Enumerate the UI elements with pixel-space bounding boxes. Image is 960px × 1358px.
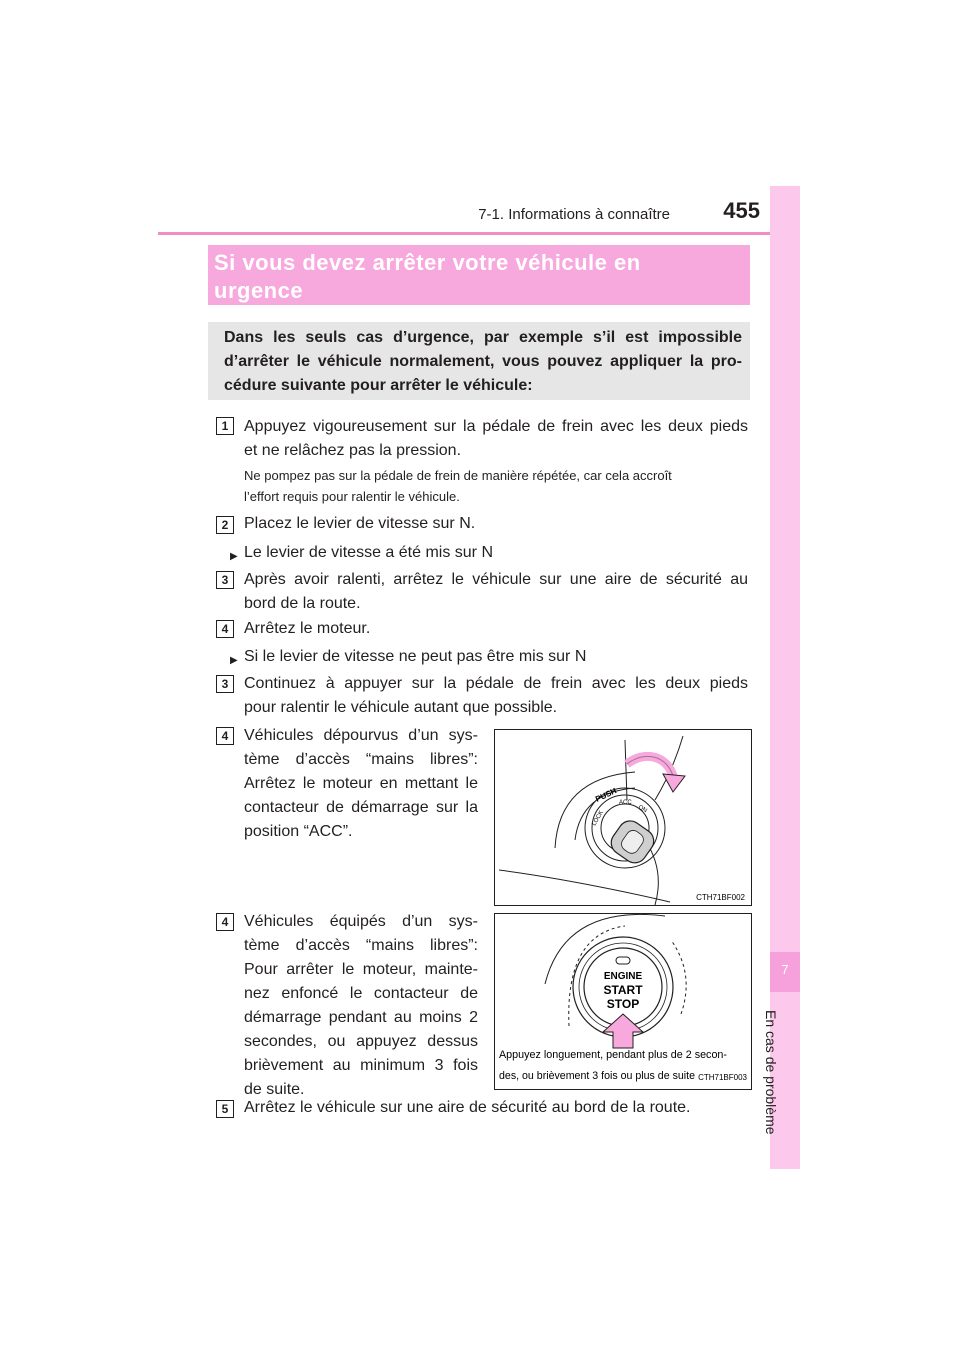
step-1-text bbox=[244, 415, 748, 463]
step-4-text: Arrêtez le moteur. bbox=[244, 620, 371, 637]
step-4c-line-7: brièvement au minimum 3 fois bbox=[244, 1057, 478, 1074]
figure-2-caption-1: Appuyez longuement, pendant plus de 2 secon- bbox=[499, 1049, 728, 1061]
dash-line bbox=[499, 870, 670, 902]
step-4b-text bbox=[244, 724, 478, 844]
bullet-1: ▶ Le levier de vitesse a été mis sur N bbox=[244, 541, 748, 565]
key-icon bbox=[607, 816, 659, 867]
step-1-line-1: Appuyez vigoureusement sur la pédale de frein avec les deux pieds bbox=[244, 418, 748, 435]
step-2-text: Placez le levier de vitesse sur N. bbox=[244, 515, 476, 532]
chapter-number: 7 bbox=[781, 962, 789, 977]
label-lock: LOCK bbox=[591, 809, 605, 827]
intro-line-3: cédure suivante pour arrêter le véhicule: bbox=[224, 377, 533, 394]
bullet-2: ▶ Si le levier de vitesse ne peut pas être mis sur N bbox=[244, 645, 748, 669]
page-title bbox=[214, 249, 744, 305]
indicator-light-icon bbox=[616, 957, 630, 964]
step-4c-line-6: secondes, ou appuyez dessus bbox=[244, 1033, 478, 1050]
step-4b-line-3: Arrêtez le moteur en mettant le bbox=[244, 775, 478, 792]
step-number-5: 5 bbox=[216, 1100, 234, 1118]
start-button-illustration bbox=[495, 914, 751, 1089]
step-3-text bbox=[244, 568, 748, 616]
step-number-4b: 4 bbox=[216, 727, 234, 745]
step-3b-line-1: Continuez à appuyer sur la pédale de frein avec les deux pieds bbox=[244, 675, 748, 692]
label-on: ON bbox=[637, 804, 648, 815]
step-number-4: 4 bbox=[216, 620, 234, 638]
chapter-title bbox=[763, 1010, 795, 1160]
step-number-3b: 3 bbox=[216, 675, 234, 693]
figure-ignition-key bbox=[494, 729, 752, 906]
label-push: PUSH bbox=[594, 786, 618, 804]
title-line-2: urgence bbox=[214, 278, 304, 303]
step-4c-line-2: tème d’accès “mains libres”: bbox=[244, 937, 478, 954]
label-engine: ENGINE bbox=[603, 971, 643, 982]
step-3-line-1: Après avoir ralenti, arrêtez le véhicule sur une aire de sécurité au bbox=[244, 571, 748, 588]
ignition-key-illustration bbox=[495, 730, 751, 905]
press-arrow-icon bbox=[603, 1014, 643, 1048]
step-4c-line-3: Pour arrêter le moteur, mainte- bbox=[244, 961, 478, 978]
page-number: 455 bbox=[723, 198, 760, 223]
step-number-2: 2 bbox=[216, 516, 234, 534]
step-3-line-2: bord de la route. bbox=[244, 595, 361, 612]
step-3b-text bbox=[244, 672, 748, 720]
step-4b-line-4: contacteur de démarrage sur la bbox=[244, 799, 478, 816]
section-reference: 7-1. Informations à connaître bbox=[478, 206, 670, 223]
intro-line-2: d’arrêter le véhicule normalement, vous pouvez appliquer la pro- bbox=[224, 353, 742, 370]
step-4c-line-1: Véhicules équipés d’un sys- bbox=[244, 913, 478, 930]
step-3b-line-2: pour ralentir le véhicule autant que possible. bbox=[244, 699, 558, 716]
step-number-4c: 4 bbox=[216, 913, 234, 931]
step-4c-line-8: de suite. bbox=[244, 1081, 305, 1098]
figure-2-code: CTH71BF003 bbox=[698, 1073, 747, 1082]
figure-2-caption-2: des, ou brièvement 3 fois ou plus de suite bbox=[499, 1070, 695, 1082]
step-5-text: Arrêtez le véhicule sur une aire de sécurité au bord de la route. bbox=[244, 1099, 691, 1116]
step-4b-line-2: tème d’accès “mains libres”: bbox=[244, 751, 478, 768]
note-line-2: l’effort requis pour ralentir le véhicule. bbox=[244, 489, 460, 504]
label-stop: STOP bbox=[606, 997, 640, 1011]
label-start: START bbox=[603, 983, 643, 997]
intro-line-1: Dans les seuls cas d’urgence, par exemple s’il est impossible bbox=[224, 329, 742, 346]
step-1-line-2: et ne relâchez pas la pression. bbox=[244, 442, 462, 459]
arrow-head-icon bbox=[663, 774, 685, 792]
note-line-1: Ne pompez pas sur la pédale de frein de manière répétée, car cela accroît bbox=[244, 468, 672, 483]
step-4b-line-1: Véhicules dépourvus d’un sys- bbox=[244, 727, 478, 744]
figure-1-code: CTH71BF002 bbox=[696, 893, 745, 902]
step-4c-line-4: nez enfoncé le contacteur de bbox=[244, 985, 478, 1002]
title-line-1: Si vous devez arrêter votre véhicule en bbox=[214, 250, 641, 275]
header-rule bbox=[158, 232, 800, 235]
step-1-note bbox=[244, 465, 748, 507]
step-number-3: 3 bbox=[216, 571, 234, 589]
chapter-title-text: En cas de problème bbox=[763, 1010, 779, 1135]
intro-text bbox=[224, 326, 742, 398]
label-acc: ACC bbox=[619, 800, 632, 806]
step-4b-line-5: position “ACC”. bbox=[244, 823, 353, 840]
step-number-1: 1 bbox=[216, 417, 234, 435]
figure-start-button bbox=[494, 913, 752, 1090]
step-4c-text bbox=[244, 910, 478, 1102]
step-4c-line-5: démarrage pendant au moins 2 bbox=[244, 1009, 478, 1026]
